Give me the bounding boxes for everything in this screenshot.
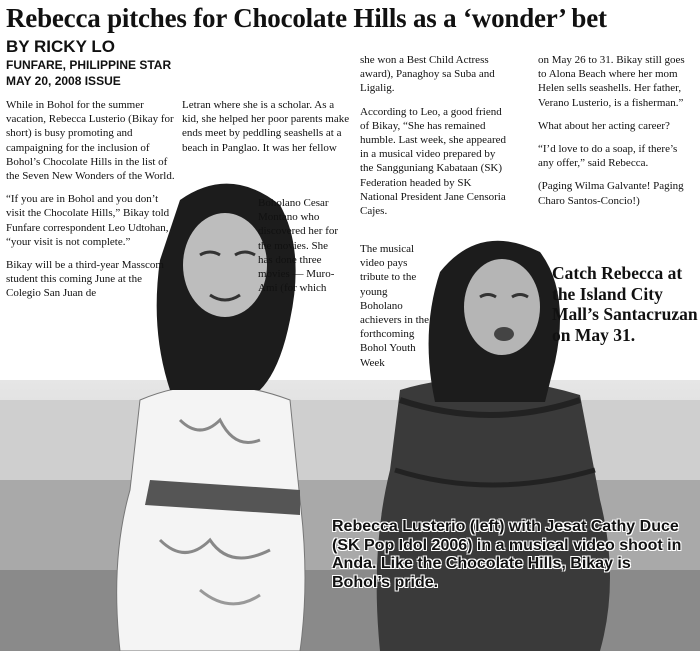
right-person-illustration — [420, 232, 570, 402]
issue-date: MAY 20, 2008 ISSUE — [6, 74, 121, 88]
paragraph: Boholano Cesar Montano who discovered her for the movies. She has done three movies — Muro-Ami (for which — [258, 197, 339, 295]
paragraph: on May 26 to 31. Bikay still goes to Alona Beach where her mom Helen sells seashells. Her father, Verano Lusterio, is a fisherman.” — [538, 54, 685, 109]
paragraph: “I’d love to do a soap, if there’s any offer,” said Rebecca. — [538, 143, 678, 170]
column-4 — [538, 53, 688, 217]
article-photo — [0, 380, 700, 651]
paragraph: Letran where she is a scholar. As a kid, she helped her poor parents make ends meet by peddling seashells at a beach in Panglao. It was her fellow — [182, 99, 350, 154]
paragraph: What about her acting career? — [538, 119, 670, 132]
paragraph: While in Bohol for the summer vacation, Rebecca Lusterio (Bikay for short) is busy promoting and campaigning for the inclusion of Bohol’s Chocolate Hills in the list of the Seven New Wonders of the World. — [6, 99, 175, 183]
event-callout: Catch Rebecca at the Island City Mall’s Santacruzan on May 31. — [552, 263, 698, 345]
byline: BY RICKY LO — [6, 37, 115, 56]
paragraph: (Paging Wilma Galvante! Paging Charo Santos-Concio!) — [538, 180, 684, 207]
column-3 — [360, 53, 510, 227]
column-1 — [6, 98, 178, 310]
column-3-continued — [360, 242, 432, 379]
column-2 — [182, 98, 352, 164]
photo-caption: Rebecca Lusterio (left) with Jesat Cathy Duce (SK Pop Idol 2006) in a musical video shoot in Anda. Like the Chocolate Hills, Bikay is Bohol’s pride. — [332, 518, 682, 591]
publication: FUNFARE, PHILIPPINE STAR — [6, 58, 172, 72]
paragraph: “If you are in Bohol and you don’t visit the Chocolate Hills,” Bikay told Funfare correspondent Leo Udtohan, “your visit is not complete.” — [6, 193, 170, 248]
column-2-continued — [258, 196, 342, 304]
paragraph: Bikay will be a third-year Masscom student this coming June at the Colegio San Juan de — [6, 259, 164, 300]
paragraph: she won a Best Child Actress award), Panaghoy sa Suba and Ligalig. — [360, 54, 495, 95]
paragraph: The musical video pays tribute to the young Boholano achievers in the forthcoming Bohol Youth Week — [360, 243, 430, 369]
headline: Rebecca pitches for Chocolate Hills as a ‘wonder’ bet — [6, 3, 607, 33]
paragraph: According to Leo, a good friend of Bikay, “She has remained humble. Last week, she appeared in a musical video prepared by the Sangguniang Kabataan (SK) Federation headed by SK National President Jane Censoria Cajes. — [360, 105, 506, 218]
